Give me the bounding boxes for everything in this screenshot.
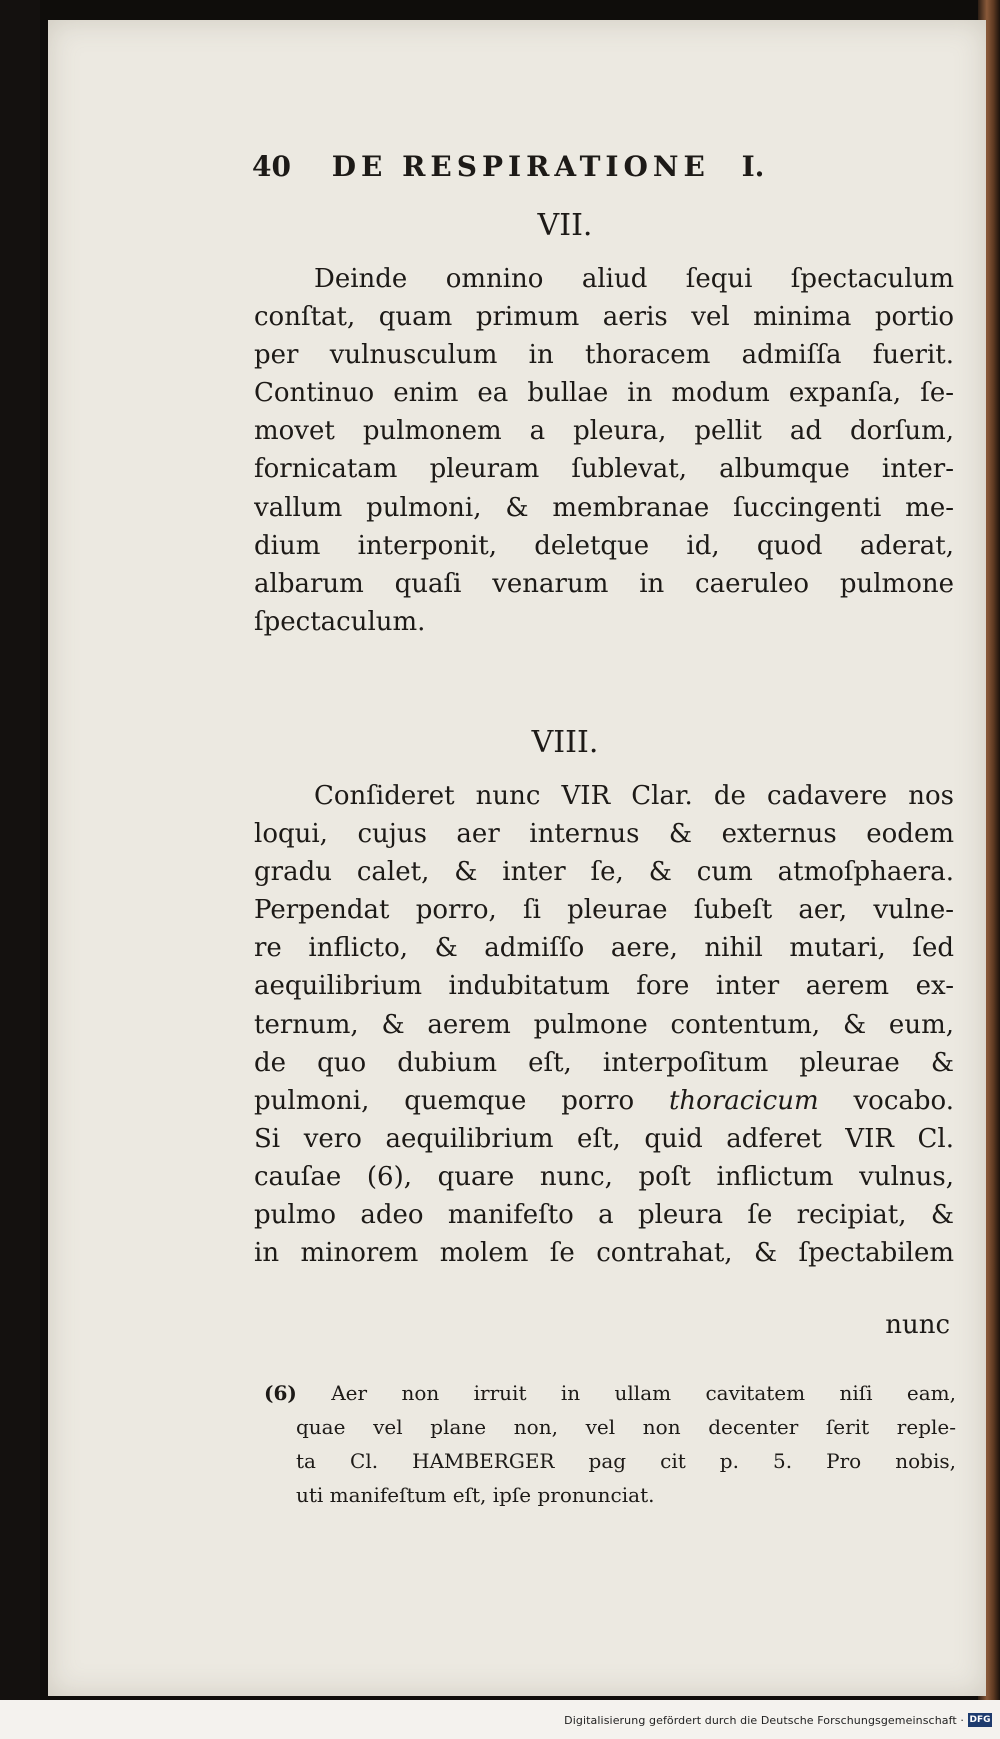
text-line: movet pulmonem a pleura, pellit ad dorſum,	[254, 416, 954, 447]
text-line: dium interponit, deletque id, quod aderat,	[254, 530, 954, 561]
footnote-line-text: Aer non irruit in ullam cavitatem niſi eam,	[331, 1381, 956, 1405]
text-line: vallum pulmoni, & membranae ſuccingenti me-	[254, 492, 954, 523]
text-line: fornicatam pleuram ſublevat, albumque inter-	[254, 454, 954, 485]
text-line: Deinde omnino aliud ſequi ſpectaculum	[314, 264, 954, 294]
footnote-line: uti manifeſtum eſt, ipſe pronunciat.	[296, 1483, 655, 1507]
text-line: Conſideret nunc VIR Clar. de cadavere nos	[314, 781, 954, 811]
text-line: aequilibrium indubitatum fore inter aerem ex-	[254, 971, 954, 1002]
running-header	[252, 150, 852, 190]
text-line: per vulnusculum in thoracem admiſſa fuerit.	[254, 340, 954, 371]
text-line: Continuo enim ea bullae in modum expanſa, ſe-	[254, 378, 954, 409]
catchword: nunc	[885, 1310, 950, 1340]
dfg-logo: DFG	[969, 1715, 991, 1725]
footnote-marker: (6)	[264, 1381, 297, 1405]
text-line: loqui, cujus aer internus & externus eodem	[254, 819, 954, 850]
running-title: DE RESPIRATIONE	[331, 150, 710, 183]
paragraph-viii	[254, 777, 954, 1272]
text-line: ſpectaculum.	[254, 606, 426, 637]
scan-left-margin	[0, 0, 40, 1739]
text-line: pulmoni, quemque porro thoracicum vocabo.	[254, 1085, 954, 1116]
footnote-line	[264, 1376, 956, 1410]
footnote	[264, 1376, 956, 1512]
text-line: Perpendat porro, ſi pleurae ſubeſt aer, vulne-	[254, 895, 954, 926]
section-mark: I.	[741, 150, 765, 183]
text-line: conſtat, quam primum aeris vel minima portio	[254, 302, 954, 333]
section-numeral-viii: VIII.	[531, 725, 599, 760]
page-number: 40	[252, 150, 291, 183]
text-line: in minorem molem ſe contrahat, & ſpectabilem	[254, 1238, 954, 1269]
italic-term: thoracicum	[668, 1085, 819, 1116]
text-line: albarum quaſi venarum in caeruleo pulmone	[254, 568, 954, 599]
text-line: gradu calet, & inter ſe, & cum atmoſphaera.	[254, 857, 954, 888]
digitization-credit: Digitalisierung gefördert durch die Deutsche Forschungsgemeinschaft ·	[564, 1714, 964, 1727]
text-line: cauſae (6), quare nunc, poſt inflictum vulnus,	[254, 1161, 954, 1192]
text-line: ternum, & aerem pulmone contentum, & eum,	[254, 1009, 954, 1040]
text-line: Si vero aequilibrium eſt, quid adferet VIR Cl.	[254, 1123, 954, 1154]
text-line: re inflicto, & admiſſo aere, nihil mutari, ſed	[254, 933, 954, 964]
text-line: de quo dubium eſt, interpoſitum pleurae &	[254, 1047, 954, 1078]
section-numeral-vii: VII.	[537, 208, 593, 243]
footnote-line: ta Cl. HAMBERGER pag cit p. 5. Pro nobis,	[296, 1449, 956, 1473]
text-line: pulmo adeo manifeſto a pleura ſe recipiat, &	[254, 1200, 954, 1231]
footnote-line: quae vel plane non, vel non decenter ſerit reple-	[296, 1415, 956, 1439]
paragraph-vii	[254, 260, 954, 641]
